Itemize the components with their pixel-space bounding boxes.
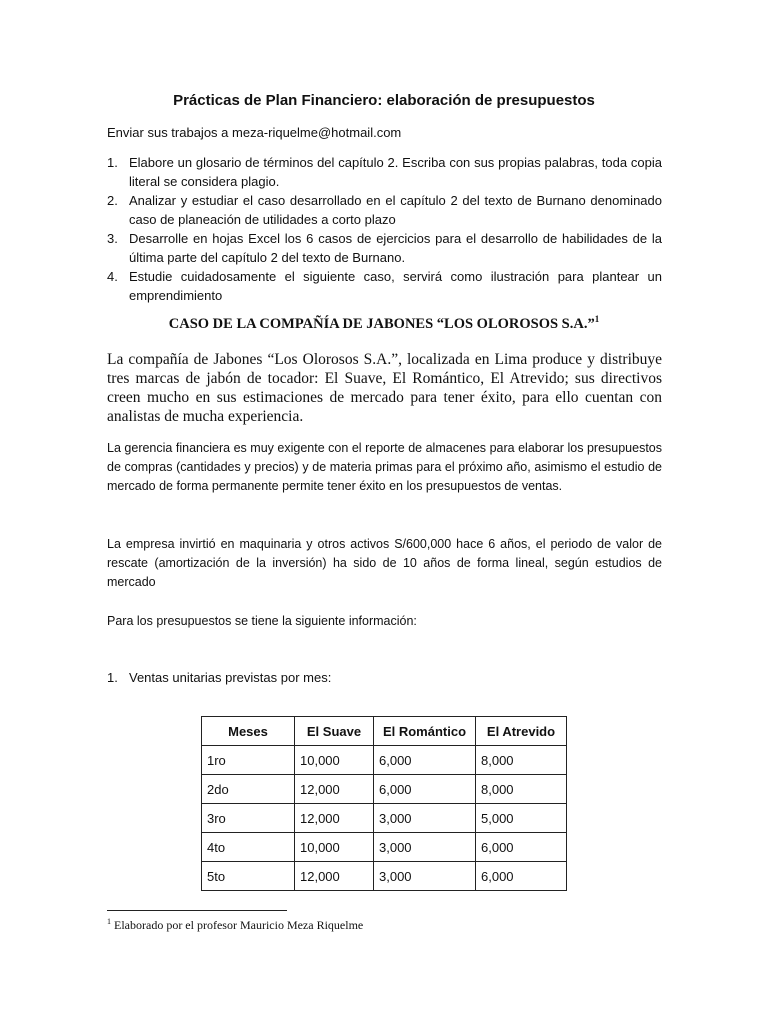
footnote-text: Elaborado por el profesor Mauricio Meza Riquelme bbox=[111, 918, 364, 932]
table-cell: 3,000 bbox=[374, 833, 476, 862]
case-title-text: CASO DE LA COMPAÑÍA DE JABONES “LOS OLOROSOS S.A.” bbox=[168, 315, 595, 332]
task-item bbox=[107, 153, 662, 191]
table-row bbox=[202, 804, 567, 833]
table-cell: 12,000 bbox=[295, 804, 374, 833]
table-cell: 5,000 bbox=[476, 804, 567, 833]
column-header: El Suave bbox=[295, 717, 374, 746]
task-item bbox=[107, 229, 662, 267]
task-list bbox=[107, 153, 662, 305]
table-cell: 6,000 bbox=[374, 775, 476, 804]
table-cell: 10,000 bbox=[295, 746, 374, 775]
task-item bbox=[107, 267, 662, 305]
case-title bbox=[0, 314, 768, 333]
footnote-reference: 1 bbox=[594, 314, 600, 324]
table-cell: 6,000 bbox=[374, 746, 476, 775]
task-text: Estudie cuidadosamente el siguiente caso, servirá como ilustración para plantear un emprendimiento bbox=[129, 269, 662, 303]
submission-instructions: Enviar sus trabajos a meza-riquelme@hotmail.com bbox=[107, 125, 402, 140]
table-row bbox=[202, 775, 567, 804]
section-label: Ventas unitarias previstas por mes: bbox=[129, 670, 332, 685]
table-cell: 6,000 bbox=[476, 862, 567, 891]
table-cell: 8,000 bbox=[476, 775, 567, 804]
table-row bbox=[202, 833, 567, 862]
table-cell: 3ro bbox=[202, 804, 295, 833]
task-number: 2. bbox=[107, 193, 118, 208]
table-cell: 8,000 bbox=[476, 746, 567, 775]
section-heading bbox=[107, 670, 331, 685]
column-header: El Romántico bbox=[374, 717, 476, 746]
table-cell: 1ro bbox=[202, 746, 295, 775]
page-title: Prácticas de Plan Financiero: elaboración de presupuestos bbox=[173, 92, 595, 109]
task-text: Analizar y estudiar el caso desarrollado en el capítulo 2 del texto de Burnano denominado caso de planeación de utilidades a corto plazo bbox=[129, 193, 662, 227]
table-cell: 3,000 bbox=[374, 862, 476, 891]
footnote-mark: 1 bbox=[107, 917, 111, 926]
investment-paragraph: La empresa invirtió en maquinaria y otros activos S/600,000 hace 6 años, el periodo de valor de rescate (amortización de la inversión) ha sido de 10 años de forma lineal, según estudios de mercado bbox=[107, 537, 662, 589]
sales-table bbox=[201, 716, 567, 891]
table-cell: 2do bbox=[202, 775, 295, 804]
footnote-divider bbox=[107, 910, 287, 911]
section-number: 1. bbox=[107, 670, 118, 685]
footnote bbox=[107, 917, 363, 933]
task-number: 1. bbox=[107, 155, 118, 170]
table-row bbox=[202, 862, 567, 891]
table-cell: 12,000 bbox=[295, 775, 374, 804]
table-cell: 10,000 bbox=[295, 833, 374, 862]
table-cell: 5to bbox=[202, 862, 295, 891]
case-intro-paragraph: La compañía de Jabones “Los Olorosos S.A.”, localizada en Lima produce y distribuye tres marcas de jabón de tocador: El Suave, El Romántico, El Atrevido; sus directivos creen mucho en sus estimaciones de mercado para tener éxito, para ello cuentan con analistas de mucha experiencia. bbox=[107, 351, 662, 425]
budget-info-paragraph: Para los presupuestos se tiene la siguiente información: bbox=[107, 614, 417, 628]
task-item bbox=[107, 191, 662, 229]
table-cell: 4to bbox=[202, 833, 295, 862]
table-cell: 12,000 bbox=[295, 862, 374, 891]
task-number: 3. bbox=[107, 231, 118, 246]
task-text: Elabore un glosario de términos del capítulo 2. Escriba con sus propias palabras, toda copia literal se considera plagio. bbox=[129, 155, 662, 189]
table-row bbox=[202, 746, 567, 775]
column-header: Meses bbox=[202, 717, 295, 746]
task-text: Desarrolle en hojas Excel los 6 casos de ejercicios para el desarrollo de habilidades de la última parte del capítulo 2 del texto de Burnano. bbox=[129, 231, 662, 265]
column-header: El Atrevido bbox=[476, 717, 567, 746]
table-cell: 3,000 bbox=[374, 804, 476, 833]
finance-paragraph: La gerencia financiera es muy exigente con el reporte de almacenes para elaborar los presupuestos de compras (cantidades y precios) y de materia primas para el próximo año, asimismo el estudio de mercado de forma permanente permite tener éxito en los presupuestos de ventas. bbox=[107, 441, 662, 493]
task-number: 4. bbox=[107, 269, 118, 284]
table-cell: 6,000 bbox=[476, 833, 567, 862]
table-header-row bbox=[202, 717, 567, 746]
